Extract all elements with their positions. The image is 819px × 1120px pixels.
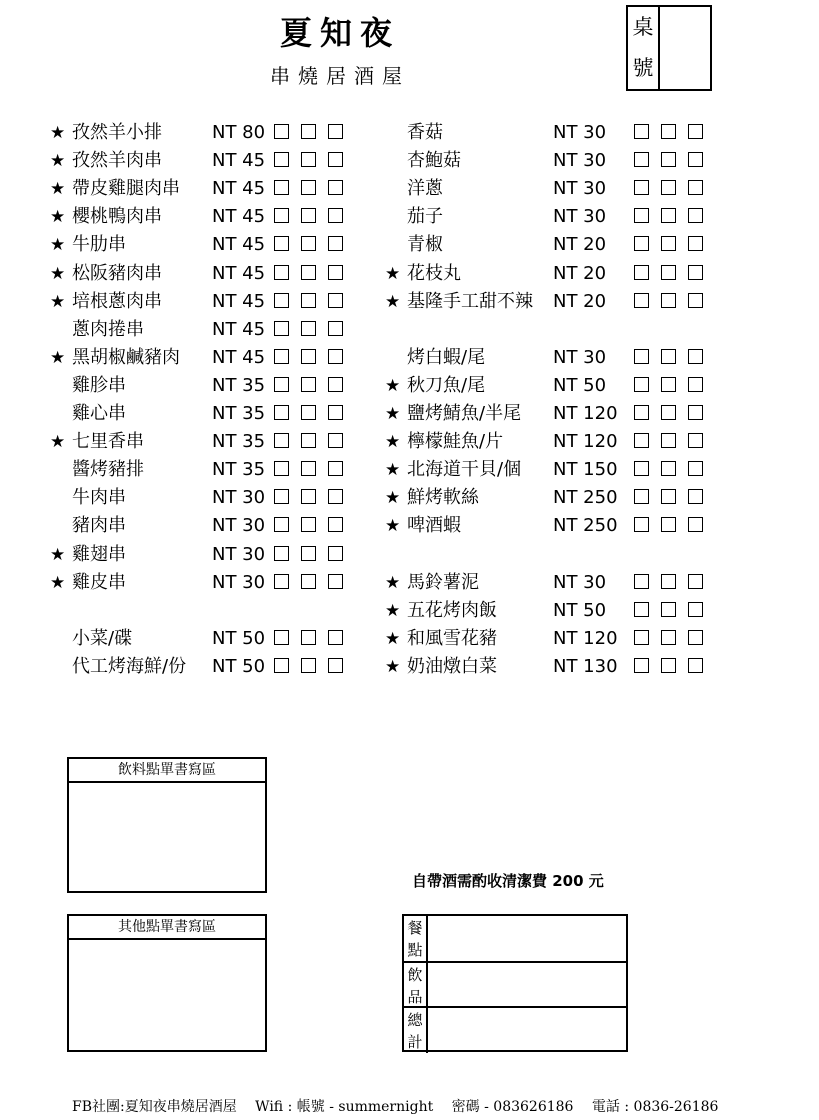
menu-item-price: NT 30 [553, 122, 607, 143]
menu-item-name: 豬肉串 [72, 515, 126, 537]
quantity-checkbox[interactable] [274, 293, 289, 308]
menu-item-price: NT 50 [553, 374, 607, 396]
quantity-checkboxes [634, 658, 715, 686]
star-icon: ★ [385, 432, 401, 453]
quantity-checkbox[interactable] [301, 630, 316, 645]
quantity-checkbox[interactable] [661, 461, 676, 476]
menu-item-name: 茄子 [407, 206, 443, 228]
menu-item [50, 119, 370, 147]
footer-info [72, 1096, 732, 1116]
menu-item-price: NT 30 [553, 206, 607, 228]
star-icon: ★ [385, 600, 401, 621]
menu-item [385, 175, 725, 203]
menu-item-price: NT 250 [553, 487, 618, 509]
star-icon: ★ [385, 460, 401, 481]
menu-item-name: 雞翅串 [72, 543, 126, 565]
quantity-checkbox[interactable] [688, 461, 703, 476]
menu-item-name: 七里香串 [72, 431, 144, 453]
menu-item-name: 杏鮑菇 [407, 150, 461, 172]
menu-item-price: NT 45 [212, 290, 266, 312]
menu-item [50, 653, 370, 681]
quantity-checkbox[interactable] [661, 124, 676, 139]
menu-item [385, 456, 725, 484]
menu-item-price: NT 30 [553, 571, 607, 593]
quantity-checkbox[interactable] [634, 602, 649, 617]
menu-item [50, 316, 370, 344]
summary-label-drinks [404, 963, 428, 1008]
menu-item-name: 培根蔥肉串 [72, 290, 162, 312]
summary-label-food [404, 916, 428, 961]
quantity-checkbox[interactable] [328, 630, 343, 645]
quantity-checkbox[interactable] [328, 574, 343, 589]
quantity-checkbox[interactable] [301, 546, 316, 561]
quantity-checkbox[interactable] [661, 293, 676, 308]
star-icon: ★ [385, 488, 401, 509]
menu-item [385, 260, 725, 288]
menu-item-name: 黑胡椒鹹豬肉 [72, 346, 180, 368]
quantity-checkbox[interactable] [328, 236, 343, 251]
menu-item [50, 569, 370, 597]
quantity-checkbox[interactable] [688, 180, 703, 195]
menu-item-price: NT 45 [212, 318, 266, 340]
quantity-checkbox[interactable] [301, 349, 316, 364]
star-icon: ★ [50, 432, 66, 453]
quantity-checkbox[interactable] [661, 574, 676, 589]
quantity-checkbox[interactable] [634, 349, 649, 364]
quantity-checkbox[interactable] [634, 377, 649, 392]
menu-item [50, 175, 370, 203]
table-number-box[interactable] [626, 5, 712, 91]
quantity-checkbox[interactable] [634, 265, 649, 280]
quantity-checkbox[interactable] [328, 433, 343, 448]
quantity-checkbox[interactable] [661, 489, 676, 504]
quantity-checkbox[interactable] [688, 630, 703, 645]
menu-item-price: NT 30 [553, 150, 607, 172]
other-order-panel[interactable] [67, 914, 267, 1052]
quantity-checkbox[interactable] [661, 405, 676, 420]
menu-item-price: NT 35 [212, 459, 266, 481]
star-icon: ★ [385, 263, 401, 284]
quantity-checkbox[interactable] [274, 124, 289, 139]
menu-item-price: NT 30 [212, 543, 266, 565]
menu-item-price: NT 20 [553, 234, 607, 256]
quantity-checkbox[interactable] [274, 265, 289, 280]
menu-item-price: NT 20 [553, 290, 607, 312]
table-label-bottom: 號 [632, 56, 654, 80]
menu-item-name: 孜然羊小排 [72, 122, 162, 143]
menu-item [385, 231, 725, 259]
menu-item-name: 香菇 [407, 122, 443, 143]
menu-item-name: 蔥肉捲串 [72, 318, 144, 340]
quantity-checkbox[interactable] [274, 461, 289, 476]
menu-item [385, 119, 725, 147]
menu-item-name: 五花烤肉飯 [407, 599, 497, 621]
quantity-checkboxes [274, 658, 355, 686]
menu-item [50, 456, 370, 484]
quantity-checkbox[interactable] [634, 152, 649, 167]
menu-item [385, 625, 725, 653]
menu-item [50, 541, 370, 569]
quantity-checkbox[interactable] [274, 180, 289, 195]
quantity-checkbox[interactable] [688, 602, 703, 617]
quantity-checkbox[interactable] [274, 405, 289, 420]
menu-item-price: NT 250 [553, 515, 618, 537]
star-icon: ★ [385, 291, 401, 312]
summary-row-food[interactable] [404, 916, 626, 961]
menu-item-name: 青椒 [407, 234, 443, 256]
quantity-checkbox[interactable] [661, 349, 676, 364]
quantity-checkbox[interactable] [301, 377, 316, 392]
summary-label-char: 點 [407, 940, 423, 959]
quantity-checkbox[interactable] [661, 517, 676, 532]
menu-item [50, 625, 370, 653]
menu-item-name: 牛肉串 [72, 487, 126, 509]
quantity-checkboxes [634, 293, 715, 321]
menu-item-price: NT 35 [212, 431, 266, 453]
quantity-checkbox[interactable] [328, 293, 343, 308]
menu-item [385, 653, 725, 681]
menu-item-name: 櫻桃鴨肉串 [72, 206, 162, 228]
quantity-checkbox[interactable] [688, 124, 703, 139]
quantity-checkbox[interactable] [274, 630, 289, 645]
menu-item [50, 231, 370, 259]
quantity-checkbox[interactable] [634, 461, 649, 476]
quantity-checkbox[interactable] [274, 349, 289, 364]
menu-item-price: NT 50 [212, 655, 266, 677]
menu-item [385, 512, 725, 540]
menu-item-name: 雞皮串 [72, 571, 126, 593]
menu-item-price: NT 45 [212, 178, 266, 200]
star-icon: ★ [385, 572, 401, 593]
menu-item-price: NT 35 [212, 374, 266, 396]
star-icon: ★ [385, 404, 401, 424]
quantity-checkbox[interactable] [301, 489, 316, 504]
menu-item-name: 鹽烤鯖魚/半尾 [407, 403, 522, 424]
quantity-checkbox[interactable] [661, 630, 676, 645]
quantity-checkbox[interactable] [301, 517, 316, 532]
menu-item [385, 288, 725, 316]
menu-item-name: 帶皮雞腿肉串 [72, 178, 180, 200]
quantity-checkbox[interactable] [661, 236, 676, 251]
menu-item-name: 花枝丸 [407, 262, 461, 284]
quantity-checkbox[interactable] [328, 658, 343, 673]
menu-item-name: 雞心串 [72, 403, 126, 424]
menu-item [385, 428, 725, 456]
menu-item-name: 烤白蝦/尾 [407, 346, 486, 368]
quantity-checkbox[interactable] [688, 349, 703, 364]
summary-label-char: 品 [407, 987, 423, 1006]
quantity-checkbox[interactable] [274, 236, 289, 251]
footer-wifi: Wifi : 帳號 - summernight [255, 1099, 434, 1115]
quantity-checkbox[interactable] [661, 377, 676, 392]
footer-phone: 電話 : 0836-26186 [591, 1099, 719, 1115]
menu-item-price: NT 50 [212, 627, 266, 649]
quantity-checkbox[interactable] [301, 180, 316, 195]
menu-item-price: NT 120 [553, 627, 618, 649]
quantity-checkbox[interactable] [274, 546, 289, 561]
menu-item-price: NT 45 [212, 206, 266, 228]
star-icon: ★ [50, 347, 66, 368]
menu-item-price: NT 130 [553, 655, 618, 677]
quantity-checkbox[interactable] [688, 574, 703, 589]
menu-item-name: 雞胗串 [72, 374, 126, 396]
menu-item [50, 344, 370, 372]
menu-item-name: 醬烤豬排 [72, 459, 144, 481]
quantity-checkbox[interactable] [301, 152, 316, 167]
quantity-checkbox[interactable] [634, 293, 649, 308]
quantity-checkbox[interactable] [301, 405, 316, 420]
menu-item-name: 洋蔥 [407, 178, 443, 200]
quantity-checkbox[interactable] [634, 236, 649, 251]
quantity-checkbox[interactable] [301, 433, 316, 448]
quantity-checkbox[interactable] [301, 658, 316, 673]
star-icon: ★ [50, 544, 66, 565]
quantity-checkbox[interactable] [688, 377, 703, 392]
menu-item-price: NT 120 [553, 403, 618, 424]
menu-item-price: NT 45 [212, 346, 266, 368]
quantity-checkbox[interactable] [688, 236, 703, 251]
quantity-checkbox[interactable] [328, 265, 343, 280]
summary-label-total [404, 1008, 428, 1053]
restaurant-title: 夏知夜 [279, 14, 400, 52]
summary-label-char: 計 [407, 1032, 423, 1051]
quantity-checkboxes [274, 574, 355, 602]
quantity-checkbox[interactable] [301, 208, 316, 223]
menu-item-name: 基隆手工甜不辣 [407, 290, 533, 312]
footer-fb: FB社團:夏知夜串燒居酒屋 [72, 1099, 237, 1115]
menu-item [385, 484, 725, 512]
quantity-checkbox[interactable] [301, 461, 316, 476]
menu-item [50, 260, 370, 288]
menu-item-name: 小菜/碟 [72, 627, 133, 649]
table-number-label [628, 7, 660, 89]
quantity-checkbox[interactable] [688, 517, 703, 532]
star-icon: ★ [50, 235, 66, 256]
quantity-checkbox[interactable] [634, 574, 649, 589]
menu-item [385, 203, 725, 231]
star-icon: ★ [385, 628, 401, 649]
menu-item-price: NT 120 [553, 431, 618, 453]
quantity-checkbox[interactable] [301, 236, 316, 251]
quantity-checkbox[interactable] [274, 517, 289, 532]
menu-item-name: 孜然羊肉串 [72, 150, 162, 172]
summary-row-drinks[interactable] [404, 961, 626, 1008]
other-order-header: 其他點單書寫區 [69, 916, 265, 940]
star-icon: ★ [50, 179, 66, 200]
menu-item [50, 203, 370, 231]
menu-item [50, 288, 370, 316]
quantity-checkbox[interactable] [661, 658, 676, 673]
quantity-checkbox[interactable] [688, 152, 703, 167]
restaurant-subtitle: 串燒居酒屋 [270, 64, 410, 88]
menu-item-price: NT 30 [212, 515, 266, 537]
summary-label-char: 總 [407, 1010, 423, 1029]
star-icon: ★ [50, 123, 66, 143]
menu-item-price: NT 50 [553, 599, 607, 621]
quantity-checkbox[interactable] [301, 265, 316, 280]
menu-item-name: 奶油燉白菜 [407, 655, 497, 677]
menu-item-price: NT 150 [553, 459, 618, 481]
quantity-checkbox[interactable] [328, 152, 343, 167]
menu-item-name: 馬鈴薯泥 [407, 571, 479, 593]
menu-item-name: 北海道干貝/個 [407, 459, 522, 481]
menu-item-name: 鮮烤軟絲 [407, 487, 479, 509]
quantity-checkbox[interactable] [634, 208, 649, 223]
quantity-checkbox[interactable] [634, 489, 649, 504]
quantity-checkbox[interactable] [328, 321, 343, 336]
menu-item [50, 400, 370, 428]
quantity-checkbox[interactable] [328, 124, 343, 139]
menu-item [385, 400, 725, 428]
menu-item-price: NT 45 [212, 262, 266, 284]
menu-item-name: 松阪豬肉串 [72, 262, 162, 284]
quantity-checkbox[interactable] [634, 658, 649, 673]
menu-item-price: NT 45 [212, 150, 266, 172]
quantity-checkbox[interactable] [328, 405, 343, 420]
corkage-note: 自帶酒需酌收清潔費 200 元 [412, 872, 604, 890]
quantity-checkbox[interactable] [274, 208, 289, 223]
quantity-checkbox[interactable] [301, 293, 316, 308]
menu-item-price: NT 80 [212, 122, 266, 143]
quantity-checkbox[interactable] [274, 321, 289, 336]
quantity-checkbox[interactable] [688, 293, 703, 308]
quantity-checkbox[interactable] [301, 124, 316, 139]
menu-item-price: NT 30 [212, 571, 266, 593]
quantity-checkbox[interactable] [328, 461, 343, 476]
menu-item [385, 372, 725, 400]
quantity-checkbox[interactable] [274, 574, 289, 589]
quantity-checkbox[interactable] [274, 152, 289, 167]
quantity-checkbox[interactable] [274, 377, 289, 392]
quantity-checkbox[interactable] [634, 517, 649, 532]
quantity-checkbox[interactable] [688, 433, 703, 448]
quantity-checkbox[interactable] [328, 180, 343, 195]
quantity-checkbox[interactable] [634, 124, 649, 139]
menu-item-name: 牛肋串 [72, 234, 126, 256]
quantity-checkbox[interactable] [274, 489, 289, 504]
quantity-checkbox[interactable] [661, 265, 676, 280]
star-icon: ★ [385, 375, 401, 396]
quantity-checkbox[interactable] [328, 208, 343, 223]
quantity-checkbox[interactable] [301, 321, 316, 336]
footer-password: 密碼 - 083626186 [451, 1099, 574, 1115]
quantity-checkbox[interactable] [688, 405, 703, 420]
quantity-checkbox[interactable] [661, 433, 676, 448]
menu-item [50, 484, 370, 512]
menu-item [50, 512, 370, 540]
summary-label-char: 飲 [407, 965, 423, 984]
quantity-checkbox[interactable] [661, 152, 676, 167]
quantity-checkbox[interactable] [634, 630, 649, 645]
quantity-checkbox[interactable] [274, 658, 289, 673]
star-icon: ★ [50, 207, 66, 228]
summary-label-char: 餐 [407, 918, 423, 937]
menu-item [385, 344, 725, 372]
star-icon: ★ [385, 516, 401, 537]
star-icon: ★ [50, 151, 66, 172]
menu-item-price: NT 30 [212, 487, 266, 509]
menu-item-price: NT 30 [553, 178, 607, 200]
menu-item-price: NT 35 [212, 403, 266, 424]
quantity-checkboxes [634, 517, 715, 545]
quantity-checkbox[interactable] [688, 208, 703, 223]
quantity-checkbox[interactable] [661, 180, 676, 195]
star-icon: ★ [385, 656, 401, 677]
menu-item-price: NT 30 [553, 346, 607, 368]
star-icon: ★ [50, 291, 66, 312]
menu-item-name: 啤酒蝦 [407, 515, 461, 537]
menu-item-name: 秋刀魚/尾 [407, 374, 486, 396]
menu-item [385, 597, 725, 625]
quantity-checkbox[interactable] [634, 433, 649, 448]
menu-item [385, 147, 725, 175]
quantity-checkbox[interactable] [274, 433, 289, 448]
menu-item-name: 和風雪花豬 [407, 627, 497, 649]
quantity-checkbox[interactable] [634, 405, 649, 420]
quantity-checkbox[interactable] [328, 546, 343, 561]
quantity-checkbox[interactable] [301, 574, 316, 589]
star-icon: ★ [50, 263, 66, 284]
quantity-checkbox[interactable] [328, 517, 343, 532]
quantity-checkbox[interactable] [688, 658, 703, 673]
table-label-top: 桌 [632, 15, 654, 39]
menu-item [50, 147, 370, 175]
quantity-checkbox[interactable] [661, 602, 676, 617]
menu-item-price: NT 20 [553, 262, 607, 284]
menu-item-name: 代工烤海鮮/份 [72, 655, 187, 677]
quantity-checkbox[interactable] [328, 377, 343, 392]
menu-item [50, 372, 370, 400]
summary-row-total[interactable] [404, 1006, 626, 1053]
menu-item [385, 569, 725, 597]
drinks-order-header: 飲料點單書寫區 [69, 759, 265, 783]
quantity-checkbox[interactable] [661, 208, 676, 223]
quantity-checkbox[interactable] [634, 180, 649, 195]
drinks-order-panel[interactable] [67, 757, 267, 893]
quantity-checkbox[interactable] [688, 265, 703, 280]
menu-item-price: NT 45 [212, 234, 266, 256]
quantity-checkbox[interactable] [688, 489, 703, 504]
star-icon: ★ [50, 572, 66, 593]
order-summary-table [402, 914, 628, 1052]
menu-item [50, 428, 370, 456]
quantity-checkbox[interactable] [328, 489, 343, 504]
menu-item-name: 檸檬鮭魚/片 [407, 431, 504, 453]
quantity-checkbox[interactable] [328, 349, 343, 364]
